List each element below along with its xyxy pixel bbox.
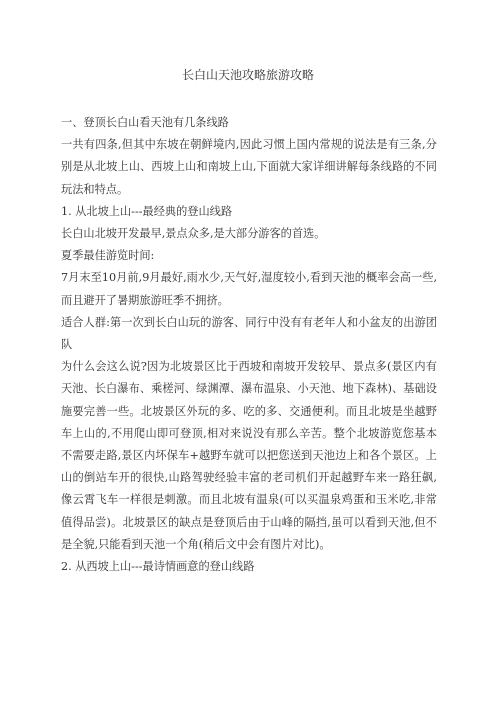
paragraph: 长白山北坡开发最早,景点众多,是大部分游客的首选。 xyxy=(61,227,326,241)
paragraph: 适合人群:第一次到长白山玩的游客、同行中没有有老年人和小盆友的出游团队 xyxy=(61,315,437,352)
paragraph: 7月末至10月前,9月最好,雨水少,天气好,湿度较小,看到天池的概率会高一些,而且避开了暑期旅游旺季不拥挤。 xyxy=(61,271,437,307)
section-heading: 2. 从西坡上山---最诗情画意的登山线路 xyxy=(61,560,255,574)
paragraph: 夏季最佳游览时间: xyxy=(61,249,155,263)
paragraph: 一共有四条,但其中东坡在朝鲜境内,因此习惯上国内常规的说法是有三条,分别是从北坡上山、西坡上山和南坡上山,下面就大家详细讲解每条线路的不同玩法和特点。 xyxy=(61,138,437,196)
section-heading: 1. 从北坡上山---最经典的登山线路 xyxy=(61,204,233,218)
section-heading: 一、登顶长白山看天池有几条线路 xyxy=(61,116,229,129)
document-title: 长白山天池攻略旅游攻略 xyxy=(181,68,314,82)
paragraph: 为什么会这么说?因为北坡景区比于西坡和南坡开发较早、景点多(景区内有天池、长白瀑布、乘槎河、绿渊潭、瀑布温泉、小天池、地下森林)、基础设施要完善一些。北坡景区外玩的多、吃的多、交通便利。而且北坡是坐越野车上山的,不用爬山即可登顶,相对来说没有那么辛苦。整个北坡游览您基本不需要走路,景区内坏保车+越野车就可以把您送到天池边上和各个景区。上山的倒站车开的很快,山路驾驶经验丰富的老司机们开起越野车来一路狂飙,像云霄飞车一样很是刺激。而且北坡有温泉(可以买温泉鸡蛋和玉米吃,非常值得品尝)。北坡景区的缺点是登顶后由于山峰的隔挡,虽可以看到天池,但不是全貌,只能看到天池一个角(稍后文中会有图片对比)。 xyxy=(61,360,437,551)
document-body xyxy=(61,112,437,578)
